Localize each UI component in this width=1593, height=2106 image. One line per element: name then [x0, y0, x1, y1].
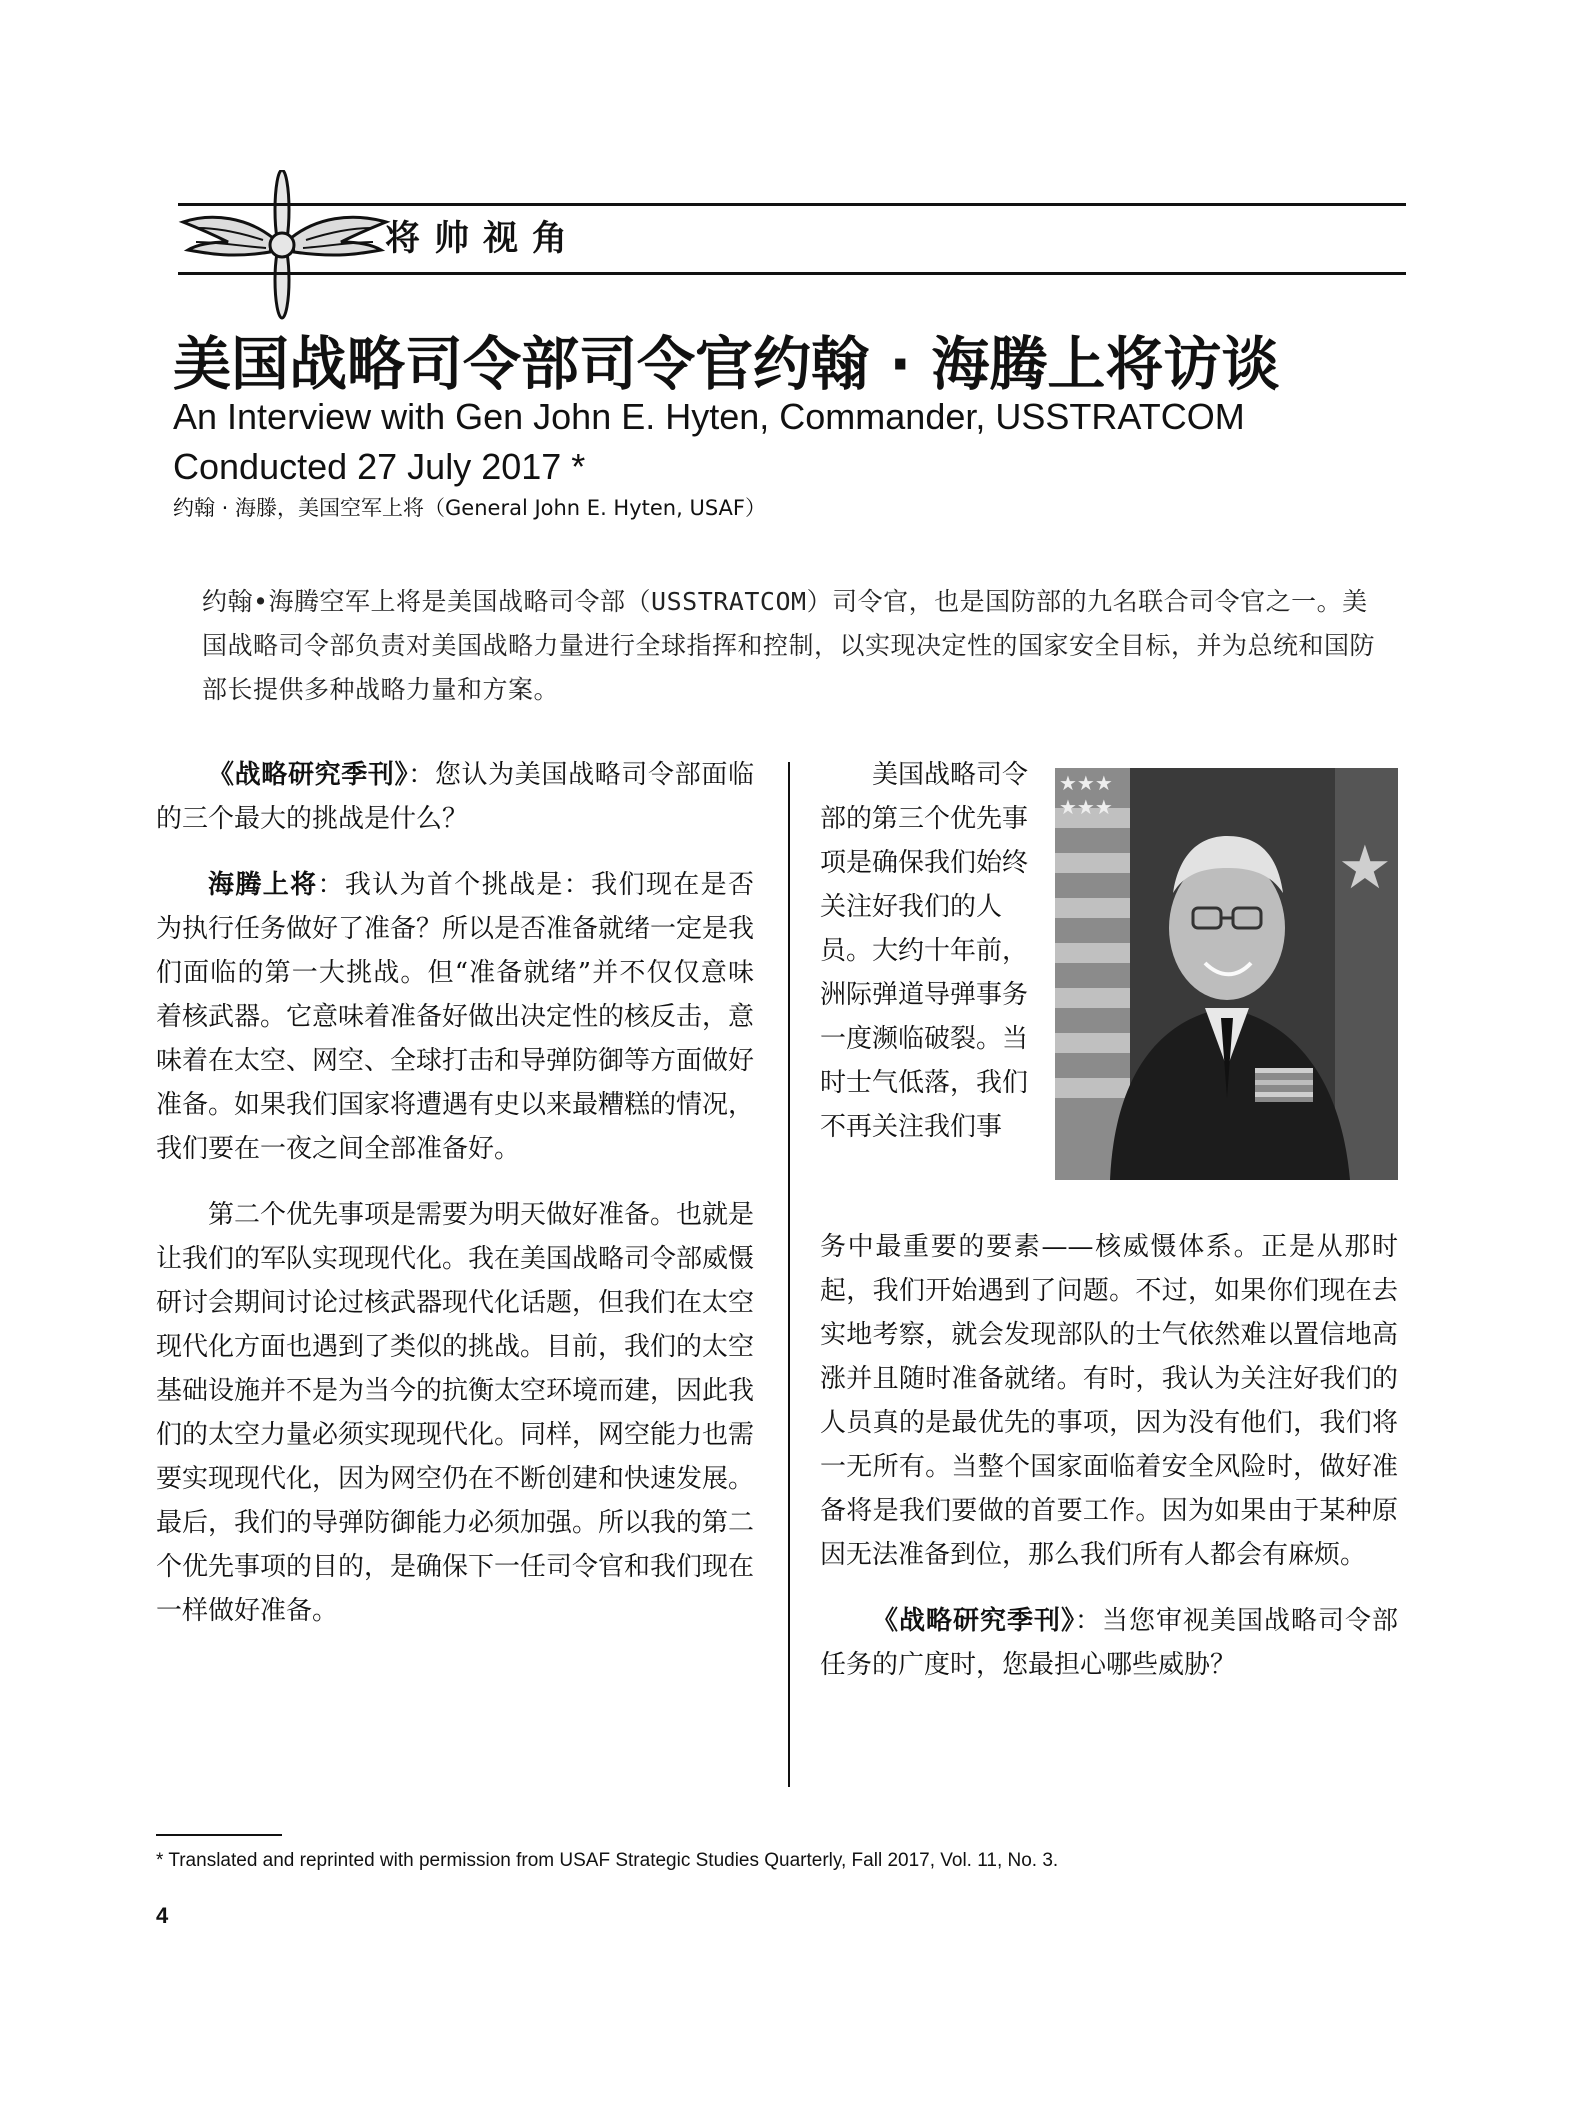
- section-label: 将帅视角: [385, 219, 582, 259]
- page-number: 4: [156, 1903, 169, 1928]
- article-byline: 约翰 · 海滕，美国空军上将（General John E. Hyten, USAF）: [173, 496, 766, 520]
- right-column-top: [820, 753, 1040, 1149]
- paragraph-2: 第二个优先事项是需要为明天做好准备。也就是让我们的军队实现现代化。我在美国战略司令部威慑研讨会期间讨论过核武器现代化话题，但我们在太空现代化方面也遇到了类似的挑战。目前，我们的太空基础设施并不是为当今的抗衡太空环境而建，因此我们的太空力量必须实现现代化。同样，网空能力也需要实现现代化，因为网空仍在不断创建和快速发展。最后，我们的导弹防御能力必须加强。所以我的第二个优先事项的目的，是确保下一任司令官和我们现在一样做好准备。: [156, 1200, 755, 1626]
- speaker-label: 《战略研究季刊》: [872, 1606, 1075, 1636]
- speaker-label: 《战略研究季刊》: [208, 760, 409, 790]
- question-2: [820, 1599, 1398, 1687]
- svg-text:★★★: ★★★: [1059, 771, 1113, 795]
- answer-text: ：我认为首个挑战是：我们现在是否为执行任务做好了准备？所以是否准备就绪一定是我们面临的第一大挑战。但“准备就绪”并不仅仅意味着核武器。它意味着准备好做出决定性的核反击，意味着在太空、网空、全球打击和导弹防御等方面做好准备。如果我们国家将遭遇有史以来最糟糕的情况，我们要在一夜之间全部准备好。: [156, 870, 755, 1164]
- header-rule-bottom: [178, 272, 1406, 275]
- question-1: [156, 753, 754, 841]
- portrait-illustration: [1055, 768, 1398, 1180]
- portrait-photo: [1055, 768, 1398, 1180]
- article-title-en: [173, 392, 1433, 492]
- article-title-en-line2: Conducted 27 July 2017 *: [173, 446, 586, 487]
- wings-emblem-icon: [178, 170, 393, 320]
- question-text: ：当您审视美国战略司令部任务的广度时，您最担心哪些威胁？: [820, 1606, 1398, 1680]
- footnote: * Translated and reprinted with permission from USAF Strategic Studies Quarterly, Fall 2017, Vol. 11, No. 3.: [156, 1850, 1059, 1871]
- article-title-en-line1: An Interview with Gen John E. Hyten, Commander, USSTRATCOM: [173, 396, 1245, 437]
- svg-text:★: ★: [1338, 833, 1392, 903]
- question-text: ：您认为美国战略司令部面临的三个最大的挑战是什么？: [156, 760, 754, 834]
- svg-text:★★★: ★★★: [1059, 795, 1113, 819]
- paragraph-3-part1: 美国战略司令部的第三个优先事项是确保我们始终关注好我们的人员。大约十年前，洲际弹道导弹事务一度濒临破裂。当时士气低落，我们不再关注我们事: [820, 760, 1029, 1142]
- paragraph-3-part2: 务中最重要的要素——核威慑体系。正是从那时起，我们开始遇到了问题。不过，如果你们现在去实地考察，就会发现部队的士气依然难以置信地高涨并且随时准备就绪。有时，我认为关注好我们的人员真的是最优先的事项，因为没有他们，我们将一无所有。当整个国家面临着安全风险时，做好准备将是我们要做的首要工作。因为如果由于某种原因无法准备到位，那么我们所有人都会有麻烦。: [820, 1232, 1398, 1570]
- header-rule-top: [178, 203, 1406, 206]
- article-abstract: 约翰•海腾空军上将是美国战略司令部（USSTRATCOM）司令官，也是国防部的九名联合司令官之一。美国战略司令部负责对美国战略力量进行全球指挥和控制，以实现决定性的国家安全目标，并为总统和国防部长提供多种战略力量和方案。: [202, 587, 1376, 704]
- article-title-cn: 美国战略司令部司令官约翰 · 海腾上将访谈: [173, 330, 1280, 398]
- right-column-bottom: [820, 1225, 1398, 1709]
- speaker-label: 海腾上将: [208, 870, 318, 900]
- footnote-rule: [156, 1834, 282, 1836]
- column-divider: [788, 762, 790, 1787]
- answer-1: [156, 863, 754, 1171]
- left-column: [156, 753, 754, 1655]
